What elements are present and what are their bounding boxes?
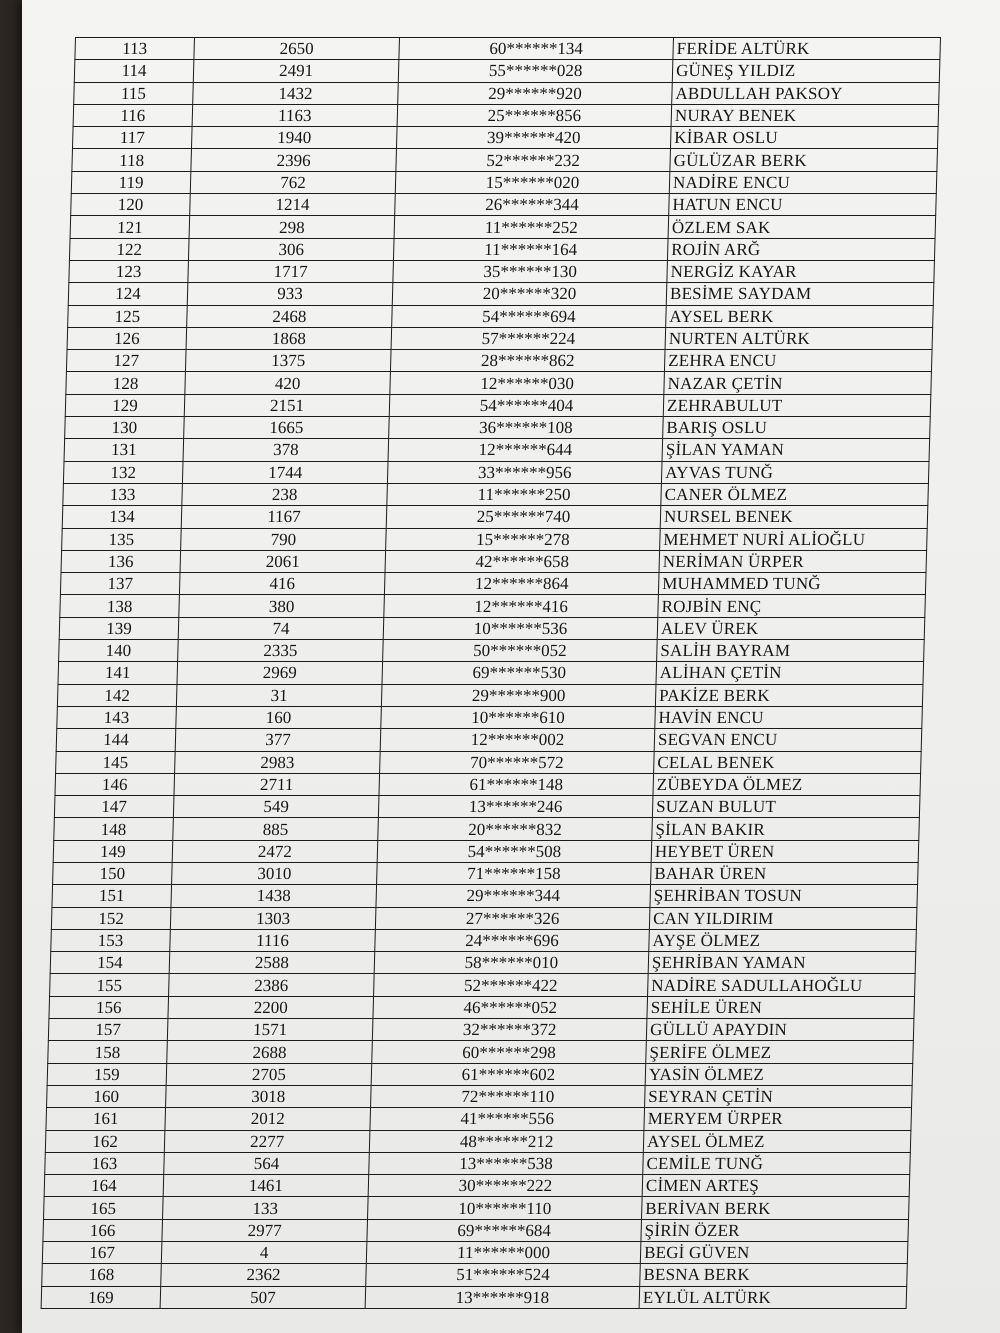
table-row [69,238,935,260]
row-number: 125 [68,305,188,327]
list-number: 1303 [170,907,376,929]
row-number: 153 [51,929,171,951]
row-number: 150 [53,862,173,884]
row-number: 164 [44,1175,164,1197]
list-number: 1116 [170,929,376,951]
table-row [64,439,930,461]
list-number: 416 [179,573,385,595]
person-name: KİBAR OSLU [670,127,938,149]
masked-id: 69******684 [367,1219,642,1241]
masked-id: 27******326 [375,907,650,929]
person-name: ZEHRABULUT [663,394,931,416]
table-row [74,60,940,82]
person-name: SEHİLE ÜREN [647,996,915,1018]
person-name: ŞEHRİBAN TOSUN [650,885,918,907]
row-number: 121 [70,216,190,238]
table-row [63,461,929,483]
masked-id: 11******164 [393,238,668,260]
person-name: NURSEL BENEK [660,506,928,528]
row-number: 139 [59,617,179,639]
person-name: CELAL BENEK [654,751,922,773]
person-name: NURTEN ALTÜRK [665,327,933,349]
masked-id: 60******298 [372,1041,647,1063]
row-number: 161 [46,1108,166,1130]
table-row [73,104,939,126]
row-number: 168 [42,1264,162,1286]
table-row [43,1219,909,1241]
person-name: AYSEL ÖLMEZ [643,1130,911,1152]
masked-id: 12******002 [380,729,655,751]
list-number: 2969 [177,662,383,684]
list-number: 2650 [194,38,400,60]
list-number: 2362 [161,1264,367,1286]
list-number: 2335 [178,640,384,662]
list-number: 1717 [188,260,394,282]
person-name: GÜLLÜ APAYDIN [646,1019,914,1041]
person-name: GÜLÜZAR BERK [670,149,938,171]
masked-id: 11******000 [366,1242,641,1264]
list-number: 2386 [169,974,375,996]
row-number: 123 [69,260,189,282]
person-name: BARIŞ OSLU [663,417,931,439]
row-number: 140 [59,640,179,662]
person-name: ZÜBEYDA ÖLMEZ [653,773,921,795]
row-number: 154 [50,952,170,974]
person-name: HEYBET ÜREN [651,840,919,862]
masked-id: 10******536 [383,617,658,639]
table-row [69,260,935,282]
table-row [59,640,925,662]
list-number: 2396 [191,149,397,171]
row-number: 155 [50,974,170,996]
row-number: 162 [45,1130,165,1152]
list-number: 1375 [185,350,391,372]
person-name: BERİVAN BERK [642,1197,910,1219]
person-name: FERİDE ALTÜRK [673,38,941,60]
table-row [53,840,919,862]
list-number: 2472 [172,840,378,862]
masked-id: 26******344 [395,194,670,216]
masked-id: 51******524 [366,1264,641,1286]
table-row [45,1130,911,1152]
row-number: 147 [54,796,174,818]
person-name: SEYRAN ÇETİN [645,1085,913,1107]
masked-id: 25******856 [397,104,672,126]
masked-id: 11******250 [387,483,662,505]
list-number: 306 [188,238,394,260]
person-name: EYLÜL ALTÜRK [639,1286,907,1308]
row-number: 115 [74,82,194,104]
person-name: ÖZLEM SAK [668,216,936,238]
masked-id: 30******222 [368,1175,643,1197]
table-row [42,1264,908,1286]
masked-id: 29******900 [381,684,656,706]
table-row [57,706,923,728]
list-number: 549 [173,796,379,818]
row-number: 127 [66,350,186,372]
masked-id: 61******148 [379,773,654,795]
row-number: 126 [67,327,187,349]
masked-id: 54******404 [389,394,664,416]
table-row [48,1019,914,1041]
person-name: ROJİN ARĞ [667,238,935,260]
list-number: 1167 [181,506,387,528]
list-number: 1214 [190,194,396,216]
row-number: 113 [75,38,195,60]
table-row [68,305,934,327]
row-number: 163 [45,1152,165,1174]
row-number: 131 [64,439,184,461]
person-name: MEHMET NURİ ALİOĞLU [660,528,928,550]
masked-id: 28******862 [390,350,665,372]
row-number: 136 [61,550,181,572]
list-number: 1571 [167,1019,373,1041]
person-name: ŞİLAN BAKIR [652,818,920,840]
row-number: 128 [66,372,186,394]
masked-id: 25******740 [386,506,661,528]
table-row [41,1286,907,1308]
row-number: 152 [51,907,171,929]
masked-id: 72******110 [371,1085,646,1107]
list-number: 378 [183,439,389,461]
masked-id: 54******694 [392,305,667,327]
masked-id: 20******320 [392,283,667,305]
person-name: MUHAMMED TUNĞ [658,573,926,595]
table-row [70,216,936,238]
table-row [59,617,925,639]
list-number: 377 [175,729,381,751]
masked-id: 10******610 [381,706,656,728]
table-row [62,506,928,528]
list-number: 3010 [172,862,378,884]
row-number: 137 [60,573,180,595]
list-number: 238 [182,483,388,505]
row-number: 120 [71,194,191,216]
row-number: 141 [58,662,178,684]
masked-id: 24******696 [375,929,650,951]
row-number: 169 [41,1286,161,1308]
table-row [47,1085,913,1107]
masked-id: 33******956 [387,461,662,483]
masked-id: 13******246 [378,796,653,818]
table-row [65,394,931,416]
masked-id: 12******864 [384,573,659,595]
person-name: AYVAS TUNĞ [661,461,929,483]
table-row [49,996,915,1018]
row-number: 157 [48,1019,168,1041]
person-name: PAKİZE BERK [655,684,923,706]
person-name: AYSEL BERK [666,305,934,327]
person-name: ŞİLAN YAMAN [662,439,930,461]
table-row [72,127,938,149]
masked-id: 71******158 [377,862,652,884]
list-number: 2688 [167,1041,373,1063]
person-name: SUZAN BULUT [652,796,920,818]
row-number: 130 [65,417,185,439]
person-name: ALİHAN ÇETİN [656,662,924,684]
list-number: 4 [161,1242,367,1264]
person-name: SALİH BAYRAM [657,640,925,662]
masked-id: 58******010 [374,952,649,974]
masked-id: 55******028 [398,60,673,82]
masked-id: 15******278 [386,528,661,550]
row-number: 144 [56,729,176,751]
masked-id: 61******602 [371,1063,646,1085]
person-name: NERGİZ KAYAR [667,260,935,282]
table-row [55,773,921,795]
table-row [44,1197,910,1219]
list-number: 2711 [174,773,380,795]
table-row [50,952,916,974]
name-list-table [41,37,941,1309]
list-number: 790 [181,528,387,550]
table-row [46,1108,912,1130]
person-name: CANER ÖLMEZ [661,483,929,505]
table-row [75,38,941,60]
table-row [54,818,920,840]
row-number: 135 [62,528,182,550]
table-row [67,327,933,349]
list-number: 1868 [186,327,392,349]
list-number: 507 [160,1286,366,1308]
masked-id: 29******920 [398,82,673,104]
list-number: 933 [187,283,393,305]
masked-id: 29******344 [376,885,651,907]
person-name: ABDULLAH PAKSOY [672,82,940,104]
masked-id: 39******420 [396,127,671,149]
row-number: 145 [56,751,176,773]
person-name: GÜNEŞ YILDIZ [672,60,940,82]
table-row [50,974,916,996]
masked-id: 12******030 [390,372,665,394]
list-number: 3018 [166,1085,372,1107]
masked-id: 54******508 [377,840,652,862]
masked-id: 46******052 [373,996,648,1018]
masked-id: 57******224 [391,327,666,349]
row-number: 142 [57,684,177,706]
list-number: 885 [173,818,379,840]
masked-id: 52******422 [374,974,649,996]
table-row [44,1175,910,1197]
table-body [41,38,940,1309]
masked-id: 42******658 [385,550,660,572]
table-row [63,483,929,505]
person-name: CİMEN ARTEŞ [642,1175,910,1197]
table-row [57,684,923,706]
person-name: CAN YILDIRIM [649,907,917,929]
masked-id: 36******108 [389,417,664,439]
list-number: 1461 [163,1175,369,1197]
row-number: 133 [63,483,183,505]
list-number: 2983 [175,751,381,773]
table-row [68,283,934,305]
masked-id: 12******644 [388,439,663,461]
table-row [54,796,920,818]
person-name: MERYEM ÜRPER [644,1108,912,1130]
person-name: ZEHRA ENCU [664,350,932,372]
masked-id: 12******416 [384,595,659,617]
list-number: 2277 [164,1130,370,1152]
list-number: 564 [164,1152,370,1174]
row-number: 132 [63,461,183,483]
table-row [66,350,932,372]
table-row [52,885,918,907]
row-number: 122 [69,238,189,260]
person-name: BAHAR ÜREN [651,862,919,884]
masked-id: 20******832 [378,818,653,840]
masked-id: 32******372 [372,1019,647,1041]
masked-id: 13******918 [365,1286,640,1308]
list-number: 74 [178,617,384,639]
list-number: 1744 [182,461,388,483]
table-row [51,907,917,929]
list-number: 31 [176,684,382,706]
person-name: CEMİLE TUNĞ [643,1152,911,1174]
person-name: HATUN ENCU [669,194,937,216]
table-row [48,1041,914,1063]
list-number: 160 [176,706,382,728]
person-name: ALEV ÜREK [657,617,925,639]
masked-id: 52******232 [396,149,671,171]
list-number: 2977 [162,1219,368,1241]
masked-id: 48******212 [369,1130,644,1152]
row-number: 134 [62,506,182,528]
row-number: 119 [71,171,191,193]
person-name: YASİN ÖLMEZ [645,1063,913,1085]
person-name: HAVİN ENCU [655,706,923,728]
table-row [45,1152,911,1174]
table-row [62,528,928,550]
list-number: 380 [179,595,385,617]
masked-id: 10******110 [368,1197,643,1219]
table-row [61,550,927,572]
masked-id: 11******252 [394,216,669,238]
person-name: SEGVAN ENCU [654,729,922,751]
row-number: 156 [49,996,169,1018]
row-number: 118 [72,149,192,171]
row-number: 149 [53,840,173,862]
person-name: ŞEHRİBAN YAMAN [648,952,916,974]
person-name: NERİMAN ÜRPER [659,550,927,572]
row-number: 124 [68,283,188,305]
masked-id: 70******572 [380,751,655,773]
row-number: 143 [57,706,177,728]
masked-id: 13******538 [369,1152,644,1174]
table-row [60,595,926,617]
row-number: 129 [65,394,185,416]
table-row [56,751,922,773]
masked-id: 69******530 [382,662,657,684]
row-number: 151 [52,885,172,907]
list-number: 762 [190,171,396,193]
masked-id: 35******130 [393,260,668,282]
table-row [60,573,926,595]
list-number: 2705 [166,1063,372,1085]
list-number: 2061 [180,550,386,572]
row-number: 158 [48,1041,168,1063]
table-row [42,1242,908,1264]
row-number: 138 [60,595,180,617]
person-name: ROJBİN ENÇ [658,595,926,617]
list-number: 1163 [192,104,398,126]
row-number: 160 [47,1085,167,1107]
table-row [47,1063,913,1085]
row-number: 166 [43,1219,163,1241]
list-number: 298 [189,216,395,238]
list-number: 2151 [184,394,390,416]
person-name: ŞERİFE ÖLMEZ [646,1041,914,1063]
masked-id: 50******052 [383,640,658,662]
table-row [71,194,937,216]
list-number: 2491 [193,60,399,82]
person-name: NAZAR ÇETİN [664,372,932,394]
row-number: 116 [73,104,193,126]
table-row [66,372,932,394]
table-row [71,171,937,193]
masked-id: 60******134 [399,38,674,60]
table-row [74,82,940,104]
person-name: NURAY BENEK [671,104,939,126]
person-name: BESNA BERK [640,1264,908,1286]
list-number: 420 [185,372,391,394]
table-row [72,149,938,171]
row-number: 114 [74,60,194,82]
masked-id: 41******556 [370,1108,645,1130]
row-number: 167 [42,1242,162,1264]
list-number: 2200 [168,996,374,1018]
person-name: AYŞE ÖLMEZ [649,929,917,951]
row-number: 146 [55,773,175,795]
person-name: NADİRE SADULLAHOĞLU [648,974,916,996]
list-number: 1665 [184,417,390,439]
list-number: 1432 [193,82,399,104]
table-row [51,929,917,951]
table-row [58,662,924,684]
table-row [65,417,931,439]
table-row [53,862,919,884]
row-number: 159 [47,1063,167,1085]
list-number: 2468 [187,305,393,327]
row-number: 165 [44,1197,164,1219]
row-number: 148 [54,818,174,840]
person-name: ŞİRİN ÖZER [641,1219,909,1241]
person-name: BEGİ GÜVEN [640,1242,908,1264]
table-row [56,729,922,751]
list-number: 133 [163,1197,369,1219]
person-name: BESİME SAYDAM [666,283,934,305]
list-number: 2588 [169,952,375,974]
list-number: 1940 [191,127,397,149]
list-number: 1438 [171,885,377,907]
list-number: 2012 [165,1108,371,1130]
masked-id: 15******020 [395,171,670,193]
row-number: 117 [72,127,192,149]
person-name: NADİRE ENCU [669,171,937,193]
